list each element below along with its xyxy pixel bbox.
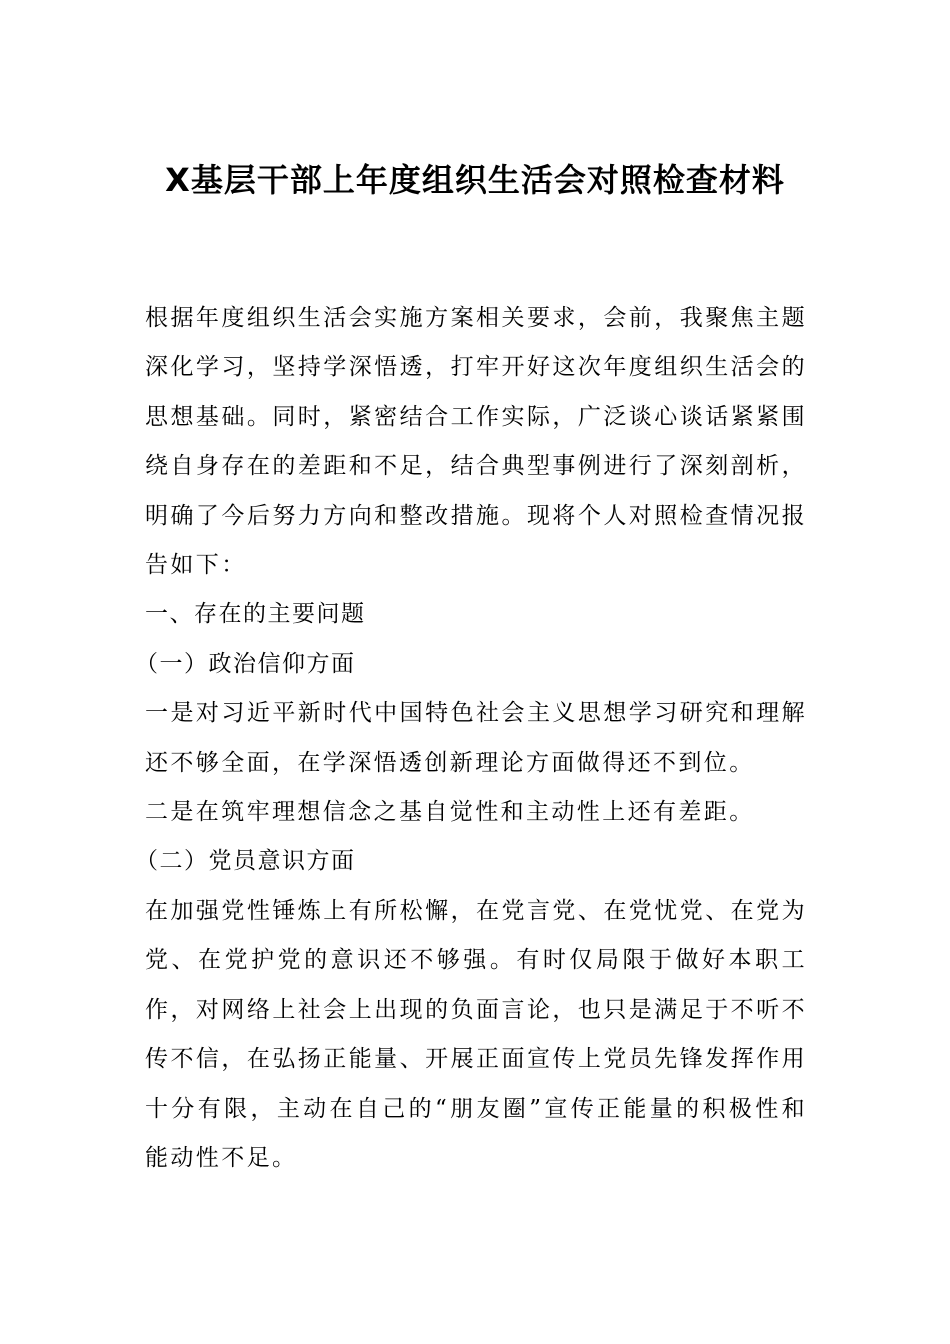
party-awareness-paragraph: 在加强党性锤炼上有所松懈，在党言党、在党忧党、在党为党、在党护党的意识还不够强。有时仅局限于做好本职工作，对网络上社会上出现的负面言论，也只是满足于不听不传不信，在弘扬正能量、开展正面宣传上党员先锋发挥作用十分有限，主动在自己的“朋友圈”宣传正能量的积极性和能动性不足。 xyxy=(145,897,807,1171)
document-body xyxy=(135,294,807,1183)
document-title: X基层干部上年度组织生活会对照检查材料 xyxy=(165,161,785,199)
political-belief-item-1: 一是对习近平新时代中国特色社会主义思想学习研究和理解还不够全面，在学深悟透创新理论方面做得还不到位。 xyxy=(145,700,807,776)
subsection-heading-political-belief: （一）政治信仰方面 xyxy=(135,650,356,677)
subsection-heading-party-awareness: （二）党员意识方面 xyxy=(135,848,356,875)
intro-paragraph: 根据年度组织生活会实施方案相关要求，会前，我聚焦主题深化学习，坚持学深悟透，打牢开好这次年度组织生活会的思想基础。同时，紧密结合工作实际，广泛谈心谈话紧紧围绕自身存在的差距和不足，结合典型事例进行了深刻剖析，明确了今后努力方向和整改措施。现将个人对照检查情况报告如下： xyxy=(145,305,807,579)
section-heading-problems: 一、存在的主要问题 xyxy=(145,601,366,628)
political-belief-item-2: 二是在筑牢理想信念之基自觉性和主动性上还有差距。 xyxy=(145,799,755,826)
